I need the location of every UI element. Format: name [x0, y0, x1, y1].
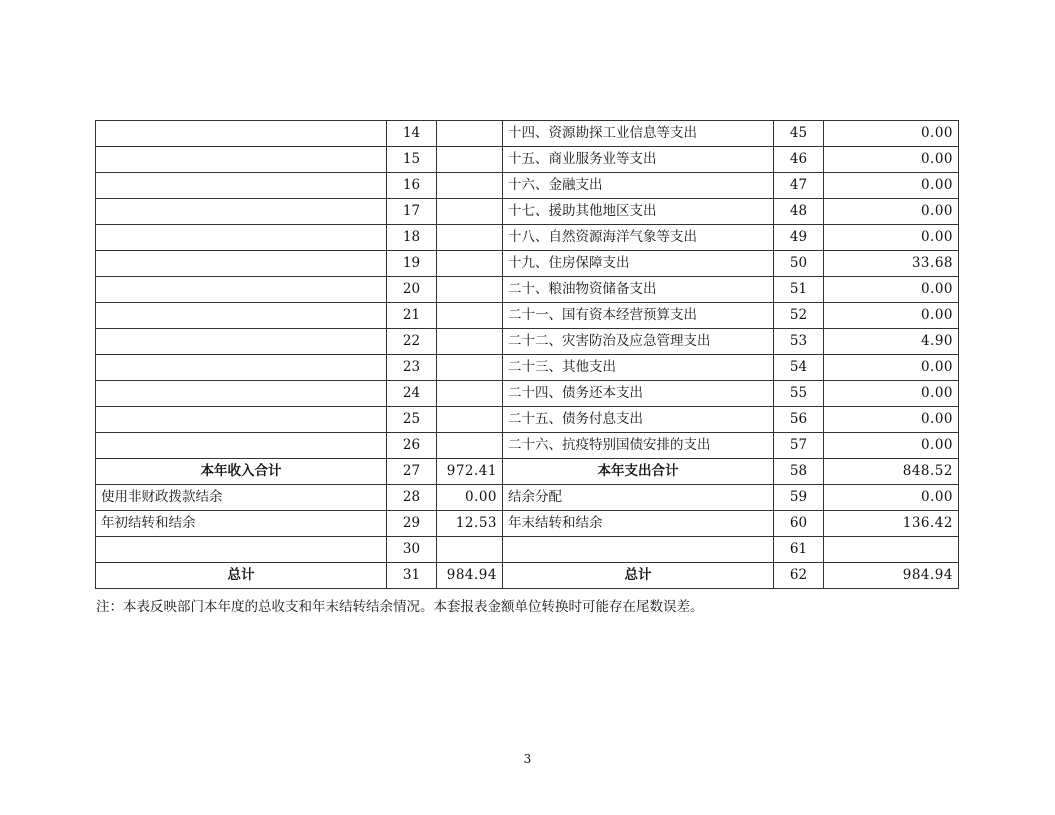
expense-line-number-cell: 47 [774, 173, 824, 199]
expense-item-cell: 二十五、债务付息支出 [503, 407, 774, 433]
income-line-number-cell: 17 [387, 199, 437, 225]
expense-line-number-cell: 52 [774, 303, 824, 329]
income-item-cell: 使用非财政拨款结余 [96, 485, 387, 511]
income-amount-cell [437, 277, 503, 303]
page-number: 3 [523, 752, 532, 766]
income-line-number-cell: 15 [387, 147, 437, 173]
table-note: 注：本表反映部门本年度的总收支和年末结转结余情况。本套报表金额单位转换时可能存在尾数误差。 [96, 599, 704, 615]
expense-item-cell: 十六、金融支出 [503, 173, 774, 199]
expense-item-cell: 十九、住房保障支出 [503, 251, 774, 277]
expense-item-cell [503, 537, 774, 563]
expense-amount-cell [824, 537, 959, 563]
income-amount-cell: 0.00 [437, 485, 503, 511]
income-item-cell: 年初结转和结余 [96, 511, 387, 537]
expense-line-number-cell: 57 [774, 433, 824, 459]
expense-line-number-cell: 51 [774, 277, 824, 303]
income-item-cell [96, 277, 387, 303]
table-row [96, 329, 959, 355]
income-item-cell [96, 329, 387, 355]
expense-amount-cell: 0.00 [824, 173, 959, 199]
income-line-number-cell: 14 [387, 121, 437, 147]
income-line-number-cell: 29 [387, 511, 437, 537]
income-amount-cell [437, 225, 503, 251]
income-item-cell [96, 147, 387, 173]
expense-amount-cell: 0.00 [824, 433, 959, 459]
table-row [96, 537, 959, 563]
income-amount-cell [437, 251, 503, 277]
expense-amount-cell: 0.00 [824, 407, 959, 433]
expense-item-cell: 二十一、国有资本经营预算支出 [503, 303, 774, 329]
expense-line-number-cell: 46 [774, 147, 824, 173]
income-item-cell [96, 121, 387, 147]
table-row [96, 147, 959, 173]
expense-line-number-cell: 56 [774, 407, 824, 433]
table-row [96, 199, 959, 225]
expense-item-cell: 二十三、其他支出 [503, 355, 774, 381]
expense-item-cell: 本年支出合计 [503, 459, 774, 485]
expense-amount-cell: 984.94 [824, 563, 959, 589]
expense-line-number-cell: 45 [774, 121, 824, 147]
income-amount-cell [437, 199, 503, 225]
table-row [96, 277, 959, 303]
income-item-cell [96, 251, 387, 277]
income-item-cell [96, 381, 387, 407]
expense-item-cell: 十五、商业服务业等支出 [503, 147, 774, 173]
income-line-number-cell: 18 [387, 225, 437, 251]
income-line-number-cell: 24 [387, 381, 437, 407]
income-amount-cell [437, 407, 503, 433]
income-amount-cell [437, 537, 503, 563]
expense-item-cell: 二十六、抗疫特别国债安排的支出 [503, 433, 774, 459]
income-line-number-cell: 19 [387, 251, 437, 277]
expense-amount-cell: 0.00 [824, 303, 959, 329]
expense-amount-cell: 848.52 [824, 459, 959, 485]
income-expense-table [95, 120, 959, 589]
table-row [96, 303, 959, 329]
expense-item-cell: 十四、资源勘探工业信息等支出 [503, 121, 774, 147]
income-item-cell [96, 303, 387, 329]
income-item-cell: 总计 [96, 563, 387, 589]
table-total-row [96, 563, 959, 589]
income-item-cell [96, 225, 387, 251]
expense-item-cell: 二十、粮油物资储备支出 [503, 277, 774, 303]
income-item-cell [96, 199, 387, 225]
expense-amount-cell: 0.00 [824, 277, 959, 303]
table-row [96, 381, 959, 407]
expense-item-cell: 十七、援助其他地区支出 [503, 199, 774, 225]
expense-amount-cell: 0.00 [824, 199, 959, 225]
expense-item-cell: 结余分配 [503, 485, 774, 511]
table-row [96, 355, 959, 381]
income-amount-cell [437, 121, 503, 147]
income-amount-cell: 12.53 [437, 511, 503, 537]
expense-line-number-cell: 59 [774, 485, 824, 511]
income-line-number-cell: 31 [387, 563, 437, 589]
income-item-cell [96, 173, 387, 199]
expense-item-cell: 二十二、灾害防治及应急管理支出 [503, 329, 774, 355]
income-line-number-cell: 27 [387, 459, 437, 485]
table-row [96, 173, 959, 199]
expense-amount-cell: 0.00 [824, 225, 959, 251]
table-row [96, 225, 959, 251]
income-line-number-cell: 20 [387, 277, 437, 303]
expense-amount-cell: 0.00 [824, 355, 959, 381]
table-total-row [96, 459, 959, 485]
expense-line-number-cell: 48 [774, 199, 824, 225]
expense-item-cell: 年末结转和结余 [503, 511, 774, 537]
income-amount-cell: 972.41 [437, 459, 503, 485]
income-line-number-cell: 28 [387, 485, 437, 511]
income-amount-cell [437, 173, 503, 199]
expense-amount-cell: 136.42 [824, 511, 959, 537]
income-item-cell [96, 433, 387, 459]
expense-amount-cell: 0.00 [824, 485, 959, 511]
income-amount-cell [437, 329, 503, 355]
expense-line-number-cell: 53 [774, 329, 824, 355]
income-line-number-cell: 16 [387, 173, 437, 199]
income-line-number-cell: 25 [387, 407, 437, 433]
expense-item-cell: 十八、自然资源海洋气象等支出 [503, 225, 774, 251]
income-item-cell [96, 537, 387, 563]
expense-line-number-cell: 62 [774, 563, 824, 589]
expense-line-number-cell: 50 [774, 251, 824, 277]
table-row [96, 485, 959, 511]
table-row [96, 407, 959, 433]
income-line-number-cell: 21 [387, 303, 437, 329]
expense-line-number-cell: 49 [774, 225, 824, 251]
income-line-number-cell: 30 [387, 537, 437, 563]
expense-line-number-cell: 55 [774, 381, 824, 407]
income-item-cell [96, 407, 387, 433]
expense-amount-cell: 0.00 [824, 121, 959, 147]
income-amount-cell [437, 433, 503, 459]
income-line-number-cell: 26 [387, 433, 437, 459]
expense-amount-cell: 0.00 [824, 381, 959, 407]
income-amount-cell [437, 381, 503, 407]
income-line-number-cell: 22 [387, 329, 437, 355]
income-amount-cell [437, 147, 503, 173]
table-row [96, 511, 959, 537]
expense-amount-cell: 33.68 [824, 251, 959, 277]
expense-amount-cell: 4.90 [824, 329, 959, 355]
expense-line-number-cell: 60 [774, 511, 824, 537]
income-amount-cell [437, 355, 503, 381]
expense-item-cell: 二十四、债务还本支出 [503, 381, 774, 407]
expense-line-number-cell: 58 [774, 459, 824, 485]
expense-line-number-cell: 54 [774, 355, 824, 381]
income-item-cell [96, 355, 387, 381]
table-row [96, 121, 959, 147]
income-line-number-cell: 23 [387, 355, 437, 381]
income-amount-cell [437, 303, 503, 329]
expense-line-number-cell: 61 [774, 537, 824, 563]
table-row [96, 251, 959, 277]
table-row [96, 433, 959, 459]
income-amount-cell: 984.94 [437, 563, 503, 589]
income-item-cell: 本年收入合计 [96, 459, 387, 485]
table-body [96, 121, 959, 589]
expense-item-cell: 总计 [503, 563, 774, 589]
expense-amount-cell: 0.00 [824, 147, 959, 173]
